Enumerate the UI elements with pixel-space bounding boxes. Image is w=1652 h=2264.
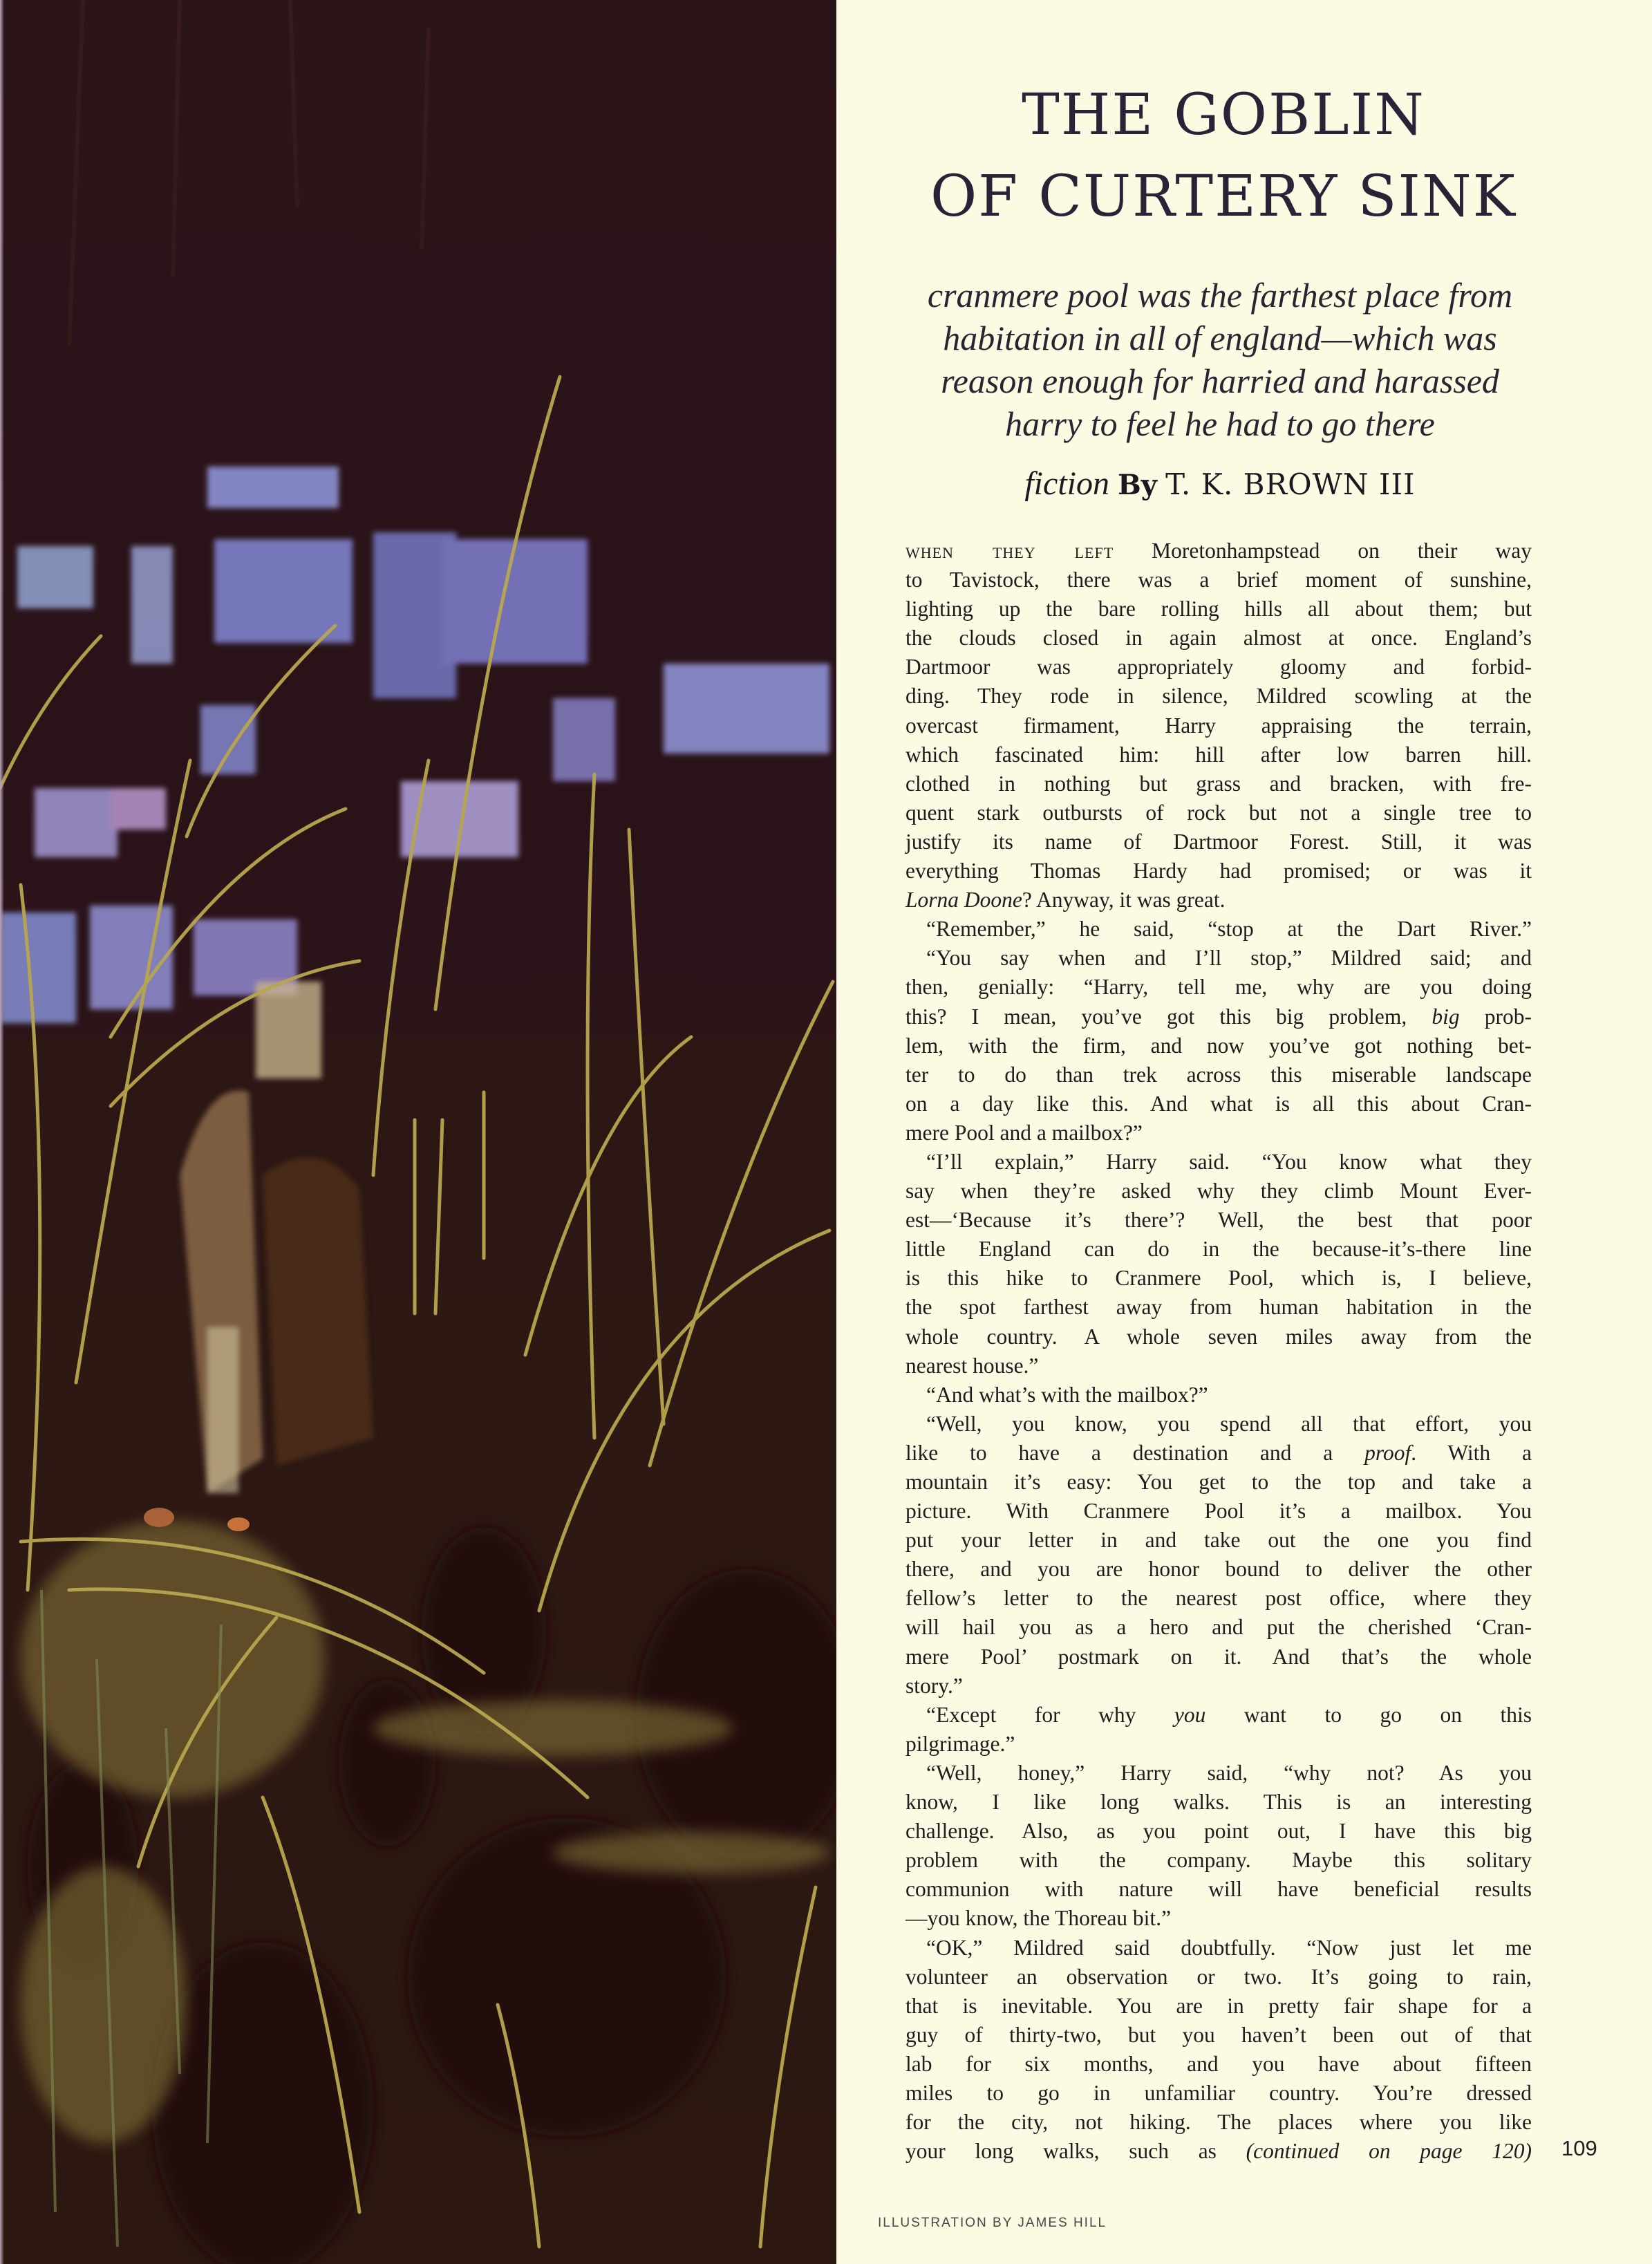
body-line: “Except for why you want to go on this bbox=[926, 1702, 1532, 1727]
body-line: problem with the company. Maybe this solitary bbox=[905, 1848, 1532, 1873]
body-line: ding. They rode in silence, Mildred scowling at the bbox=[905, 684, 1532, 709]
body-line: little England can do in the because-it’s-there line bbox=[905, 1237, 1532, 1262]
body-line: “You say when and I’ll stop,” Mildred said; and bbox=[926, 946, 1532, 971]
body-line: fellow’s letter to the nearest post office, where they bbox=[905, 1586, 1532, 1611]
body-line: your long walks, such as (continued on page 120) bbox=[905, 2139, 1532, 2164]
italic-emphasis: proof bbox=[1364, 1440, 1411, 1465]
body-line: lem, with the firm, and now you’ve got nothing bet- bbox=[905, 1033, 1532, 1058]
body-line: challenge. Also, as you point out, I have this big bbox=[905, 1819, 1532, 1844]
deck-line-1: cranmere pool was the farthest place from bbox=[927, 276, 1513, 315]
body-line: overcast firmament, Harry appraising the terrain, bbox=[905, 713, 1532, 738]
body-line: Lorna Doone? Anyway, it was great. bbox=[905, 888, 1226, 913]
body-line: “Well, honey,” Harry said, “why not? As you bbox=[926, 1760, 1532, 1785]
deck-line-2: habitation in all of england—which was bbox=[943, 319, 1497, 357]
title-line-1: THE GOBLIN bbox=[1022, 82, 1425, 148]
body-line: volunteer an observation or two. It’s going to rain, bbox=[905, 1964, 1532, 1989]
deck-line-4: harry to feel he had to go there bbox=[1005, 404, 1435, 443]
body-line: there, and you are honor bound to deliver the other bbox=[905, 1557, 1532, 1582]
body-line: will hail you as a hero and put the cherished ‘Cran- bbox=[905, 1615, 1532, 1640]
body-line: for the city, not hiking. The places where you like bbox=[905, 2110, 1532, 2135]
body-line: lighting up the bare rolling hills all about them; but bbox=[905, 597, 1532, 621]
body-line: —you know, the Thoreau bit.” bbox=[905, 1906, 1172, 1931]
body-line: guy of thirty-two, but you haven’t been out of that bbox=[905, 2022, 1532, 2047]
body-line: clothed in nothing but grass and bracken, with fre- bbox=[905, 771, 1532, 796]
body-line: ter to do than trek across this miserable landscape bbox=[905, 1062, 1532, 1087]
body-line: say when they’re asked why they climb Mount Ever- bbox=[905, 1179, 1532, 1204]
byline bbox=[892, 463, 1548, 506]
body-line: “Remember,” he said, “stop at the Dart River.” bbox=[926, 917, 1532, 942]
byline-author: T. K. BROWN III bbox=[1165, 467, 1416, 501]
body-line: story.” bbox=[905, 1673, 963, 1698]
body-line: to Tavistock, there was a brief moment of sunshine, bbox=[905, 568, 1532, 592]
byline-genre: fiction bbox=[1024, 465, 1109, 502]
illustration-edge bbox=[0, 0, 4, 2264]
body-line: mountain it’s easy: You get to the top and take a bbox=[905, 1470, 1532, 1494]
illustration-credit: ILLUSTRATION BY JAMES HILL bbox=[878, 2216, 1107, 2230]
body-line: quent stark outbursts of rock but not a single tree to bbox=[905, 800, 1532, 825]
body-line: like to have a destination and a proof. With a bbox=[905, 1440, 1532, 1465]
body-line: everything Thomas Hardy had promised; or was it bbox=[905, 859, 1532, 883]
body-line: the spot farthest away from human habitation in the bbox=[905, 1295, 1532, 1320]
body-line: mere Pool’ postmark on it. And that’s the whole bbox=[905, 1644, 1532, 1669]
body-line: “And what’s with the mailbox?” bbox=[926, 1382, 1208, 1407]
body-line: on a day like this. And what is all this about Cran- bbox=[905, 1091, 1532, 1116]
body-line: put your letter in and take out the one you find bbox=[905, 1528, 1532, 1553]
italic-emphasis: you bbox=[1174, 1702, 1206, 1727]
body-line: “Well, you know, you spend all that effort, you bbox=[926, 1411, 1532, 1436]
italic-title: Lorna Doone bbox=[905, 888, 1022, 913]
body-line: know, I like long walks. This is an interesting bbox=[905, 1790, 1532, 1815]
body-line: mere Pool and a mailbox?” bbox=[905, 1120, 1143, 1145]
body-line: justify its name of Dartmoor Forest. Still, it was bbox=[905, 829, 1532, 854]
body-line: when they left Moretonhampstead on their way bbox=[905, 539, 1532, 563]
title-line-2: OF CURTERY SINK bbox=[930, 164, 1517, 230]
body-line: which fascinated him: hill after low barren hill. bbox=[905, 742, 1532, 767]
page-number: 109 bbox=[1561, 2136, 1597, 2160]
body-line: whole country. A whole seven miles away from the bbox=[905, 1324, 1532, 1349]
body-line: “OK,” Mildred said doubtfully. “Now just let me bbox=[926, 1935, 1532, 1960]
article-deck bbox=[892, 274, 1548, 445]
body-line: pilgrimage.” bbox=[905, 1731, 1015, 1756]
body-line: est—‘Because it’s there’? Well, the best that poor bbox=[905, 1208, 1532, 1233]
body-line: that is inevitable. You are in pretty fair shape for a bbox=[905, 1993, 1532, 2018]
body-line: is this hike to Cranmere Pool, which is, I believe, bbox=[905, 1266, 1532, 1291]
body-line: nearest house.” bbox=[905, 1353, 1039, 1378]
body-line: then, genially: “Harry, tell me, why are you doing bbox=[905, 975, 1532, 1000]
body-line: this? I mean, you’ve got this big problem, big prob- bbox=[905, 1004, 1532, 1029]
byline-by: By bbox=[1118, 469, 1158, 501]
italic-emphasis: big bbox=[1432, 1004, 1460, 1029]
body-line: communion with nature will have beneficial results bbox=[905, 1877, 1532, 1902]
deck-line-3: reason enough for harried and harassed bbox=[941, 362, 1499, 400]
article-body bbox=[905, 536, 1532, 2166]
lead-in-smallcaps: when they left bbox=[905, 539, 1114, 563]
body-line: picture. With Cranmere Pool it’s a mailbox. You bbox=[905, 1499, 1532, 1524]
body-line: lab for six months, and you have about fifteen bbox=[905, 2051, 1532, 2076]
body-line: miles to go in unfamiliar country. You’re dressed bbox=[905, 2080, 1532, 2105]
body-line: the clouds closed in again almost at once. England’s bbox=[905, 626, 1532, 651]
article-title bbox=[892, 75, 1555, 238]
body-line: “I’ll explain,” Harry said. “You know what they bbox=[926, 1149, 1532, 1174]
body-line: Dartmoor was appropriately gloomy and forbid- bbox=[905, 655, 1532, 680]
continuation-note: (continued on page 120) bbox=[1246, 2139, 1532, 2164]
